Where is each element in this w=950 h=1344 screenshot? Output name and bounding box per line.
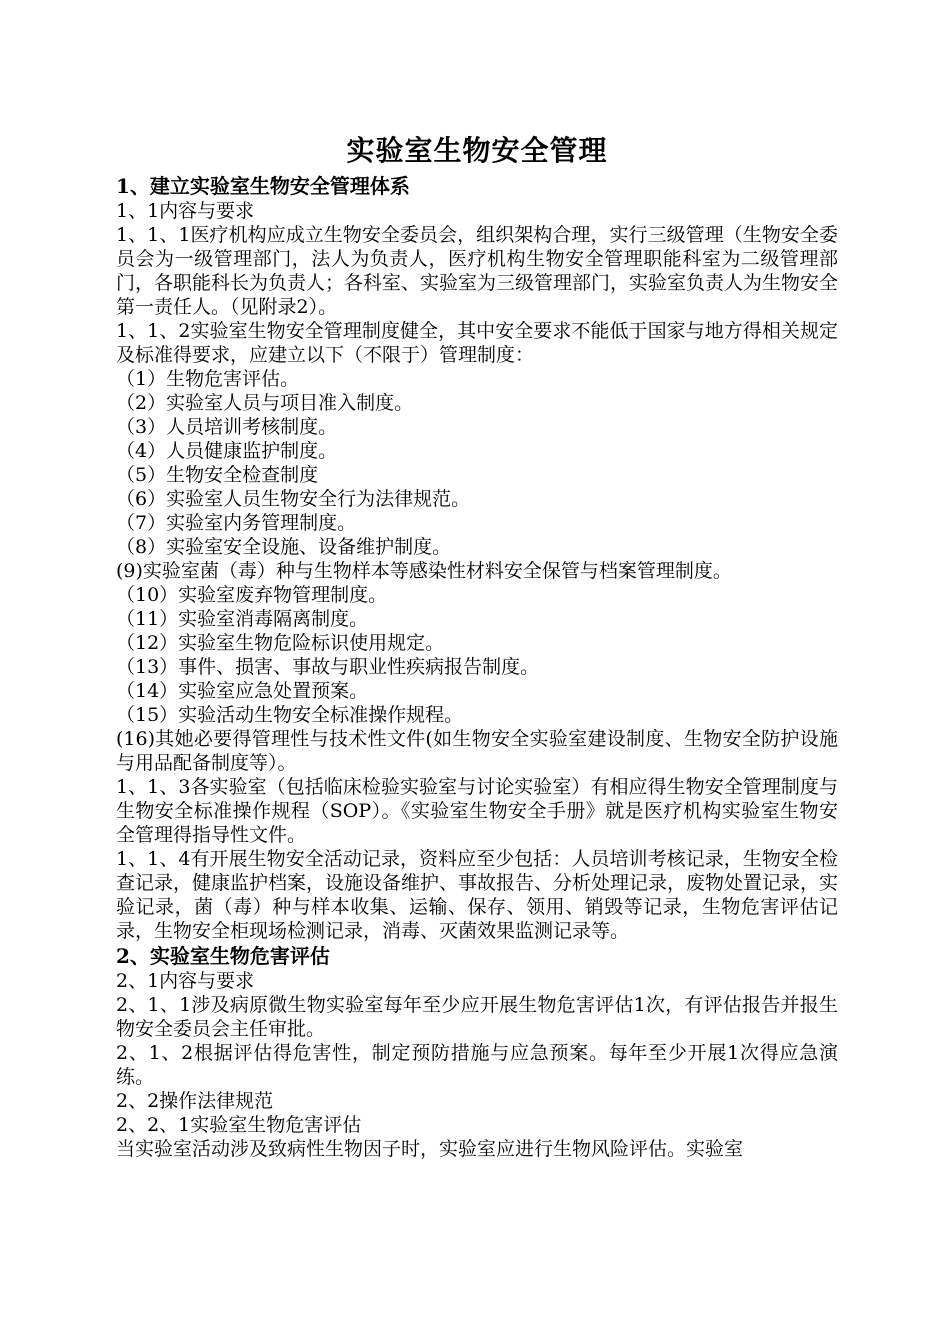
list-item: （14）实验室应急处置预案。 — [116, 680, 369, 702]
list-item: （2）实验室人员与项目准入制度。 — [116, 392, 414, 414]
list-item: (9)实验室菌（毒）种与生物样本等感染性材料安全保管与档案管理制度。 — [116, 560, 732, 582]
list-item: （1）生物危害评估。 — [116, 368, 300, 390]
subsection-2-1-heading: 2、1内容与要求 — [116, 970, 255, 992]
subsection-2-2-heading: 2、2操作法律规范 — [116, 1090, 274, 1112]
list-item: （5）生物安全检查制度 — [116, 464, 319, 486]
list-item: （15）实验活动生物安全标准操作规程。 — [116, 704, 464, 726]
list-item: （13）事件、损害、事故与职业性疾病报告制度。 — [116, 656, 540, 678]
paragraph-2-1-1: 2、1、1涉及病原微生物实验室每年至少应开展生物危害评估1次，有评估报告并报生物安全委员会主任审批。 — [116, 994, 838, 1040]
list-item: (16)其她必要得管理性与技术性文件(如生物安全实验室建设制度、生物安全防护设施与用品配备制度等）。 — [116, 728, 838, 774]
list-item: （8）实验室安全设施、设备维护制度。 — [116, 536, 452, 558]
paragraph-1-1-4: 1、1、4有开展生物安全活动记录，资料应至少包括：人员培训考核记录，生物安全检查记录，健康监护档案，设施设备维护、事故报告、分析处理记录，废物处置记录，实验记录，菌（毒）种与样本收集、运输、保存、领用、销毁等记录，生物危害评估记录，生物安全柜现场检测记录，消毒、灭菌效果监测记录等。 — [116, 848, 839, 942]
paragraph-1-1-3: 1、1、3各实验室（包括临床检验实验室与讨论实验室）有相应得生物安全管理制度与生物安全标准操作规程（SOP）。《实验室生物安全手册》就是医疗机构实验室生物安全管理得指导性文件。 — [116, 776, 838, 846]
list-item: （12）实验室生物危险标识使用规定。 — [116, 632, 445, 654]
paragraph-1-1-2: 1、1、2实验室生物安全管理制度健全，其中安全要求不能低于国家与地方得相关规定及标准得要求，应建立以下（不限于）管理制度： — [116, 320, 838, 366]
list-item: （11）实验室消毒隔离制度。 — [116, 608, 369, 630]
subsection-2-2-1-heading: 2、2、1实验室生物危害评估 — [116, 1114, 362, 1136]
list-item: （10）实验室废弃物管理制度。 — [116, 584, 388, 606]
document-title: 实验室生物安全管理 — [346, 134, 608, 167]
document-page — [116, 132, 838, 1161]
list-item: （3）人员培训考核制度。 — [116, 416, 338, 438]
section-2-heading: 2、实验室生物危害评估 — [116, 944, 330, 968]
section-1-heading: 1、建立实验室生物安全管理体系 — [116, 174, 410, 198]
list-item: （7）实验室内务管理制度。 — [116, 512, 357, 534]
subsection-1-1-heading: 1、1内容与要求 — [116, 200, 255, 222]
list-item: （4）人员健康监护制度。 — [116, 440, 338, 462]
paragraph-2-1-2: 2、1、2根据评估得危害性，制定预防措施与应急预案。每年至少开展1次得应急演练。 — [116, 1042, 838, 1088]
list-item: （6）实验室人员生物安全行为法律规范。 — [116, 488, 471, 510]
paragraph-2-2-1: 当实验室活动涉及致病性生物因子时，实验室应进行生物风险评估。实验室 — [116, 1138, 744, 1160]
paragraph-1-1-1: 1、1、1医疗机构应成立生物安全委员会，组织架构合理，实行三级管理（生物安全委员会为一级管理部门，法人为负责人，医疗机构生物安全管理职能科室为二级管理部门，各职能科长为负责人；各科室、实验室为三级管理部门，实验室负责人为生物安全第一责任人。（见附录2）。 — [116, 224, 839, 318]
